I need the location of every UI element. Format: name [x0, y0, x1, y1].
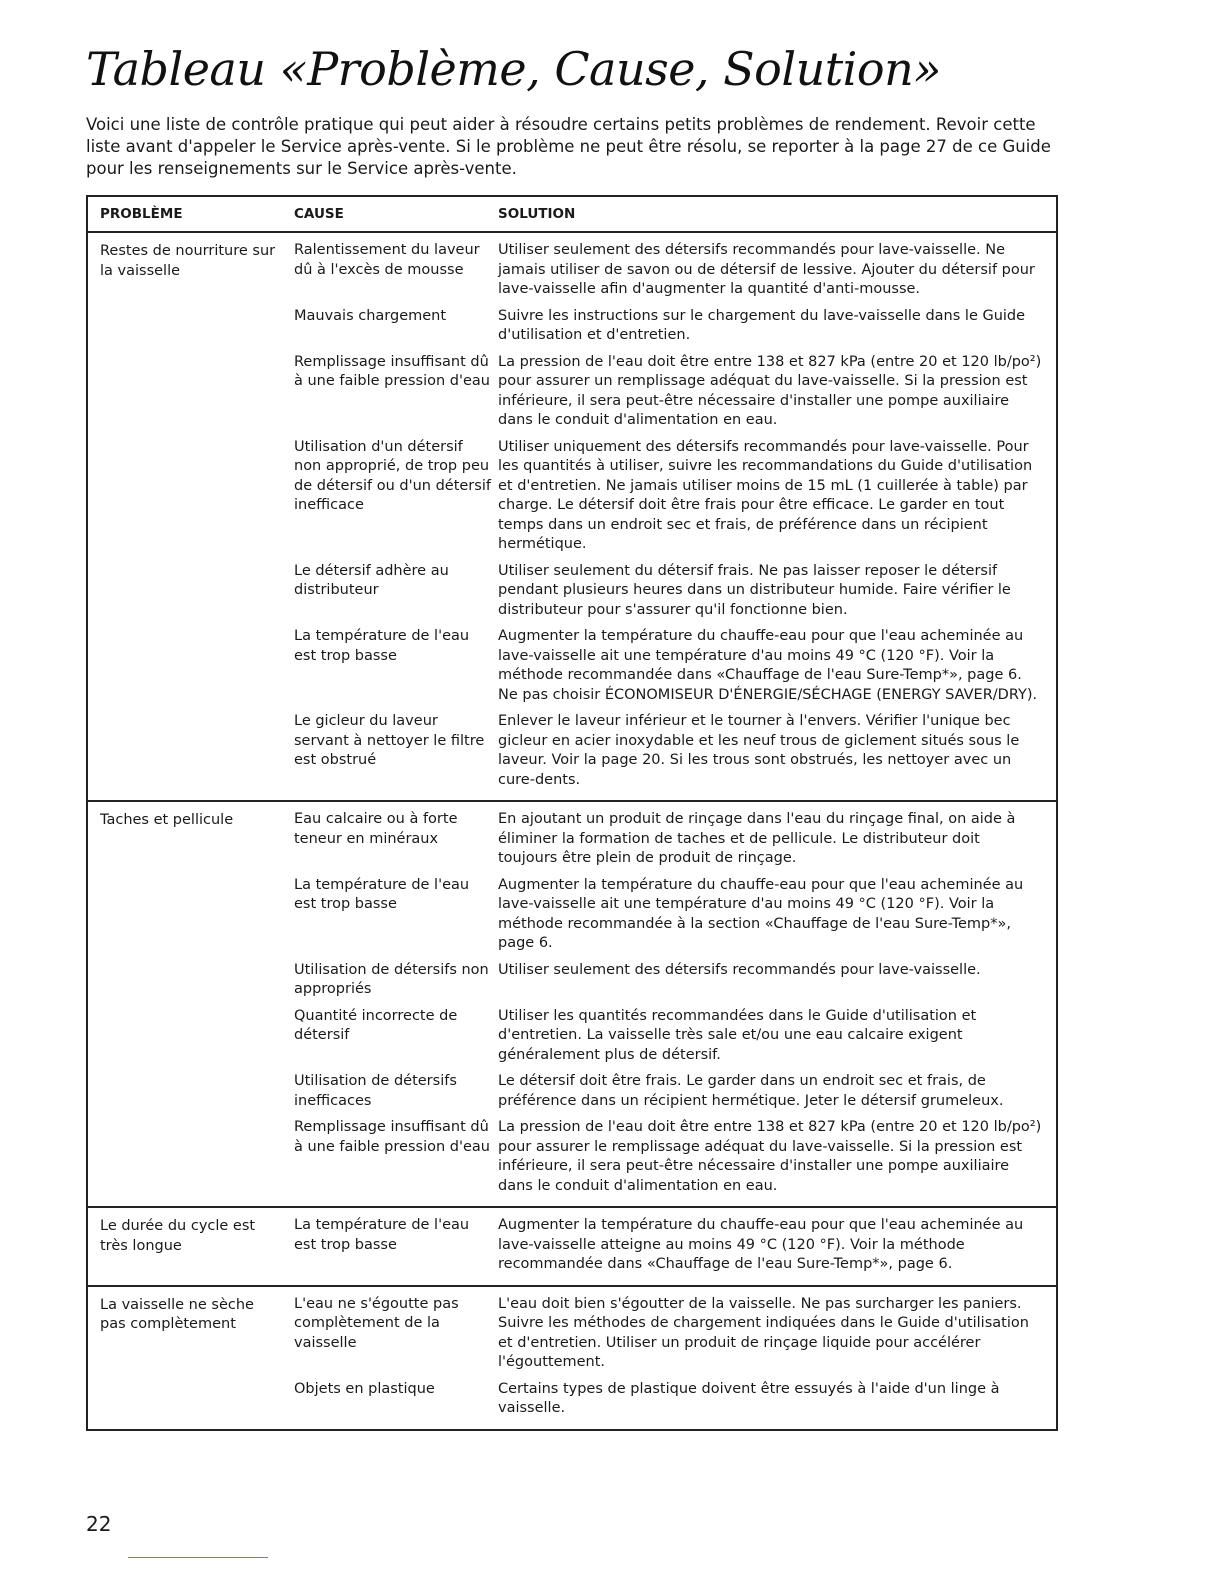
solution-cell: Augmenter la température du chauffe-eau pour que l'eau acheminée au lave-vaisselle ait une température d'au moins 49 °C (120 °F). Voir la méthode recommandée à la section «Chauffage de l'eau Sure-Temp*», page 6.: [498, 876, 1024, 951]
solution-cell: L'eau doit bien s'égoutter de la vaisselle. Ne pas surcharger les paniers. Suivre les méthodes de chargement indiquées dans le Guide d'utilisation et d'entretien. Utiliser un produit de rinçage liquide pour accélérer l'égouttement.: [498, 1295, 1029, 1370]
table-row: [284, 1118, 1056, 1196]
cause-cell: Ralentissement du laveur dû à l'excès de mousse: [294, 242, 480, 278]
cause-cell: Remplissage insuffisant dû à une faible pression d'eau: [294, 353, 490, 389]
cause-cell: L'eau ne s'égoutte pas complètement de la vaisselle: [294, 1295, 459, 1351]
problem-cell: La vaisselle ne sèche pas complètement: [100, 1296, 254, 1332]
table-row: [284, 438, 1056, 555]
problem-cell: Restes de nourriture sur la vaisselle: [100, 243, 276, 279]
cause-cell: Utilisation de détersifs inefficaces: [294, 1073, 457, 1109]
table-row: [284, 627, 1056, 705]
table-row: [284, 307, 1056, 346]
cause-cell: Le gicleur du laveur servant à nettoyer le filtre est obstrué: [294, 713, 485, 768]
cause-cell: Remplissage insuffisant dû à une faible pression d'eau: [294, 1119, 490, 1155]
solution-cell: Enlever le laveur inférieur et le tourner à l'envers. Vérifier l'unique bec gicleur en acier inoxydable et les neuf trous de giclement situés sous le laveur. Voir la page 20. Si les trous sont obstrués, les nettoyer avec un cure-dents.: [498, 713, 1020, 788]
solution-cell: Utiliser seulement du détersif frais. Ne pas laisser reposer le détersif pendant plusieurs heures dans un distributeur humide. Faire vérifier le distributeur pour s'assurer qu'il fonctionne bien.: [498, 562, 1011, 618]
table-row: [284, 1380, 1056, 1419]
problem-cell: Taches et pellicule: [100, 812, 234, 828]
table-header: [88, 197, 1056, 233]
header-problem: PROBLÈME: [100, 206, 183, 222]
solution-cell: Le détersif doit être frais. Le garder dans un endroit sec et frais, de préférence dans un récipient hermétique. Jeter le détersif grumeleux.: [498, 1073, 1004, 1109]
cause-cell: La température de l'eau est trop basse: [294, 876, 470, 912]
solution-cell: Certains types de plastique doivent être essuyés à l'aide d'un linge à vaisselle.: [498, 1380, 1000, 1416]
table-row: [284, 353, 1056, 431]
solution-cell: La pression de l'eau doit être entre 138 et 827 kPa (entre 20 et 120 lb/po²) pour assurer un remplissage adéquat du lave-vaisselle. Si la pression est inférieure, il sera peut-être nécessaire d'installer une pompe auxiliaire dans le conduit d'alimentation en eau.: [498, 353, 1042, 428]
cause-cell: Eau calcaire ou à forte teneur en minéraux: [294, 811, 458, 847]
table-row: [284, 1216, 1056, 1275]
solution-cell: Utiliser seulement des détersifs recommandés pour lave-vaisselle.: [498, 961, 981, 978]
footer-rule: [128, 1557, 268, 1558]
cause-cell: Mauvais chargement: [294, 307, 447, 324]
solution-cell: Augmenter la température du chauffe-eau pour que l'eau acheminée au lave-vaisselle ait une température d'au moins 49 °C (120 °F). Voir la méthode recommandée dans «Chauffage de l'eau Sure-Temp*», page 6. Ne pas choisir ÉCONOMISEUR D'ÉNERGIE/SÉCHAGE (ENERGY SAVER/DRY).: [498, 628, 1038, 703]
table-row: [284, 810, 1056, 869]
table-row: [284, 961, 1056, 1000]
table-row: [284, 241, 1056, 300]
table-row: [284, 876, 1056, 954]
cause-cell: La température de l'eau est trop basse: [294, 1217, 470, 1253]
solution-cell: Utiliser uniquement des détersifs recommandés pour lave-vaisselle. Pour les quantités à utiliser, suivre les recommandations du Guide d'utilisation et d'entretien. Ne jamais utiliser moins de 15 mL (1 cuillerée à table) par charge. Le détersif doit être frais pour être efficace. Le garder en tout temps dans un endroit sec et frais, de préférence dans un récipient hermétique.: [498, 438, 1033, 552]
table-row: [284, 712, 1056, 790]
solution-cell: Utiliser les quantités recommandées dans le Guide d'utilisation et d'entretien. La vaisselle très sale et/ou une eau calcaire exigent généralement plus de détersif.: [498, 1007, 977, 1063]
problem-group: [88, 233, 1056, 802]
problem-group: [88, 1208, 1056, 1287]
solution-cell: Augmenter la température du chauffe-eau pour que l'eau acheminée au lave-vaisselle atteigne au moins 49 °C (120 °F). Voir la méthode recommandée dans «Chauffage de l'eau Sure-Temp*», page 6.: [498, 1217, 1024, 1272]
cause-cell: Quantité incorrecte de détersif: [294, 1007, 458, 1043]
cause-cell: Le détersif adhère au distributeur: [294, 562, 449, 598]
cause-cell: La température de l'eau est trop basse: [294, 628, 470, 664]
solution-cell: Suivre les instructions sur le chargement du lave-vaisselle dans le Guide d'utilisation et d'entretien.: [498, 307, 1026, 343]
header-cause: CAUSE: [294, 206, 344, 222]
table-row: [284, 1295, 1056, 1373]
cause-cell: Objets en plastique: [294, 1380, 435, 1397]
problem-group: [88, 1287, 1056, 1429]
solution-cell: La pression de l'eau doit être entre 138 et 827 kPa (entre 20 et 120 lb/po²) pour assurer le remplissage adéquat du lave-vaisselle. Si la pression est inférieure, il sera peut-être nécessaire d'installer une pompe auxiliaire dans le conduit d'alimentation en eau.: [498, 1119, 1042, 1194]
intro-paragraph: Voici une liste de contrôle pratique qui peut aider à résoudre certains petits problèmes de rendement. Revoir cette liste avant d'appeler le Service après-vente. Si le problème ne peut être résolu, se reporter à la page 27 de ce Guide pour les renseignements sur le Service après-vente.: [86, 115, 1051, 178]
solution-cell: En ajoutant un produit de rinçage dans l'eau du rinçage final, on aide à éliminer la formation de taches et de pellicule. Le distributeur doit toujours être plein de produit de rinçage.: [498, 811, 1016, 866]
cause-cell: Utilisation d'un détersif non approprié, de trop peu de détersif ou d'un détersif inefficace: [294, 438, 491, 513]
table-row: [284, 1072, 1056, 1111]
page-number: 22: [86, 1512, 112, 1536]
troubleshooting-table: [86, 195, 1058, 1431]
page-title: Tableau «Problème, Cause, Solution»: [86, 42, 941, 96]
solution-cell: Utiliser seulement des détersifs recommandés pour lave-vaisselle. Ne jamais utiliser de savon ou de détersif de lessive. Ajouter du détersif pour lave-vaisselle afin d'augmenter la quantité d'anti-mousse.: [498, 242, 1035, 297]
problem-group: [88, 802, 1056, 1208]
cause-cell: Utilisation de détersifs non appropriés: [294, 961, 489, 997]
table-row: [284, 562, 1056, 621]
table-row: [284, 1007, 1056, 1066]
problem-cell: Le durée du cycle est très longue: [100, 1218, 256, 1254]
header-solution: SOLUTION: [498, 206, 576, 222]
